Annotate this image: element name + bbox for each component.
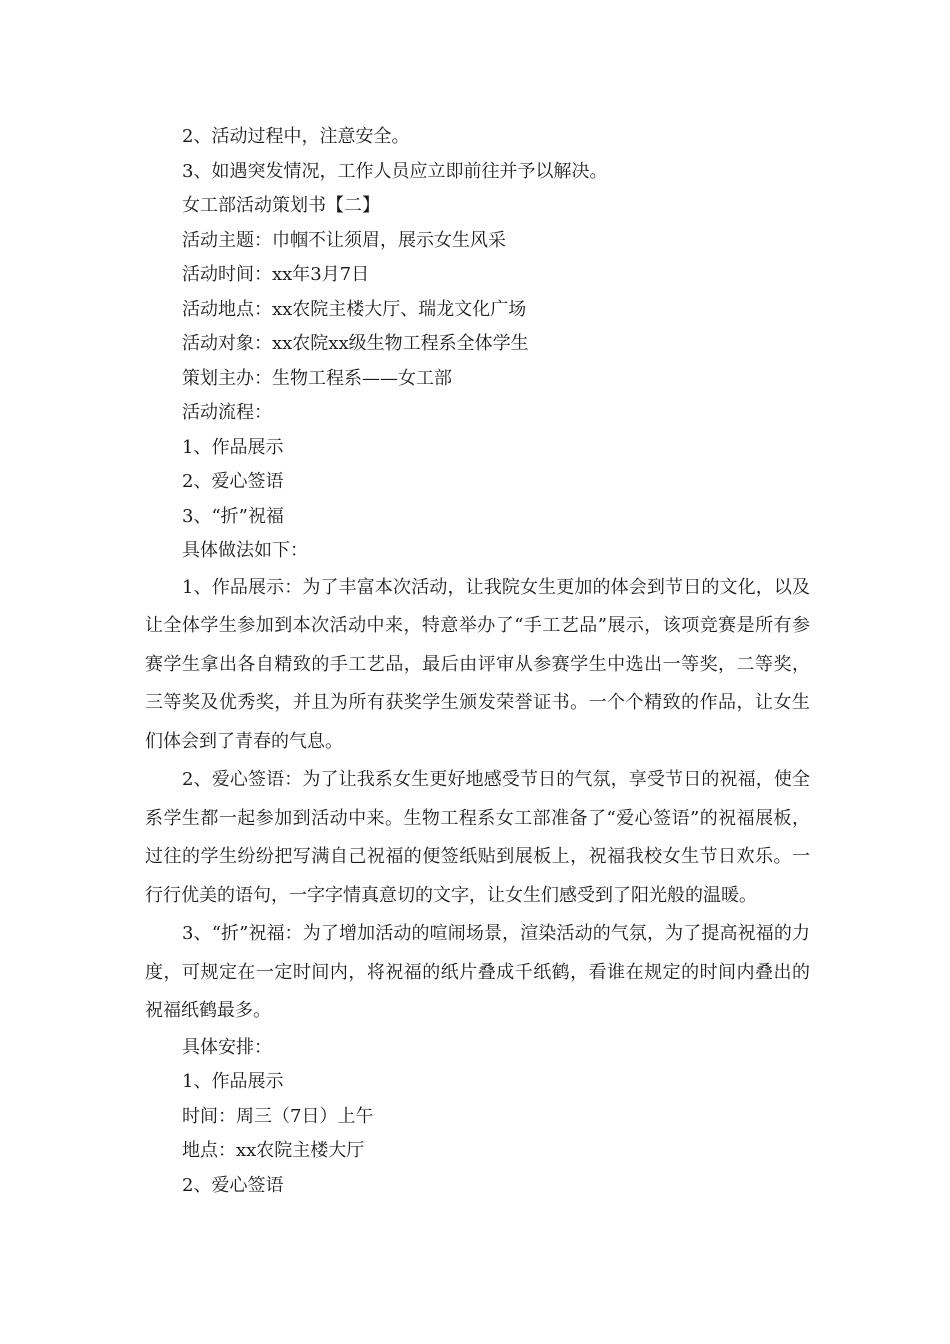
process-heading: 活动流程：: [182, 402, 272, 423]
schedule-time: 时间：周三（7日）上午: [182, 1105, 374, 1127]
document-body: [145, 120, 810, 1203]
activity-location: 活动地点：xx农院主楼大厅、瑞龙文化广场: [182, 298, 527, 320]
process-item: 3、“折”祝福: [182, 505, 284, 527]
schedule-location: 地点：xx农院主楼大厅: [182, 1140, 365, 1161]
activity-theme: 活动主题：巾帼不让须眉，展示女生风采: [182, 229, 506, 251]
process-item: 2、爱心签语: [182, 471, 284, 492]
activity-organizer: 策划主办：生物工程系——女工部: [182, 367, 452, 389]
paragraph-folding-blessings: 3、“折”祝福：为了增加活动的喧闹场景，渲染活动的气氛，为了提高祝福的力度，可规定在一定时间内，将祝福的纸片叠成千纸鹤，看谁在规定的时间内叠出的祝福纸鹤最多。: [145, 923, 810, 1021]
text-line: 2、活动过程中，注意安全。: [182, 126, 410, 147]
activity-target: 活动对象：xx农院xx级生物工程系全体学生: [182, 333, 529, 354]
process-item: 1、作品展示: [182, 436, 284, 458]
text-line: 3、如遇突发情况，工作人员应立即前往并予以解决。: [182, 160, 608, 182]
paragraph-works-display: 1、作品展示：为了丰富本次活动，让我院女生更加的体会到节日的文化，以及让全体学生参加到本次活动中来，特意举办了“手工艺品”展示，该项竞赛是所有参赛学生拿出各自精致的手工艺品，最后由评审从参赛学生中选出一等奖，二等奖，三等奖及优秀奖，并且为所有获奖学生颁发荣誉证书。一个个精致的作品，让女生们体会到了青春的气息。: [145, 576, 810, 752]
schedule-heading: 具体安排：: [182, 1036, 272, 1058]
section-title: 女工部活动策划书【二】: [182, 195, 380, 216]
method-heading: 具体做法如下：: [182, 540, 308, 561]
activity-time: 活动时间：xx年3月7日: [182, 264, 370, 285]
schedule-item: 1、作品展示: [182, 1071, 284, 1092]
schedule-item: 2、爱心签语: [182, 1174, 284, 1196]
paragraph-love-messages: 2、爱心签语：为了让我系女生更好地感受节日的气氛，享受节日的祝福，使全系学生都一起参加到活动中来。生物工程系女工部准备了“爱心签语”的祝福展板，过往的学生纷纷把写满自己祝福的便签纸贴到展板上，祝福我校女生节日欢乐。一行行优美的语句，一字字情真意切的文字，让女生们感受到了阳光般的温暖。: [145, 769, 810, 906]
